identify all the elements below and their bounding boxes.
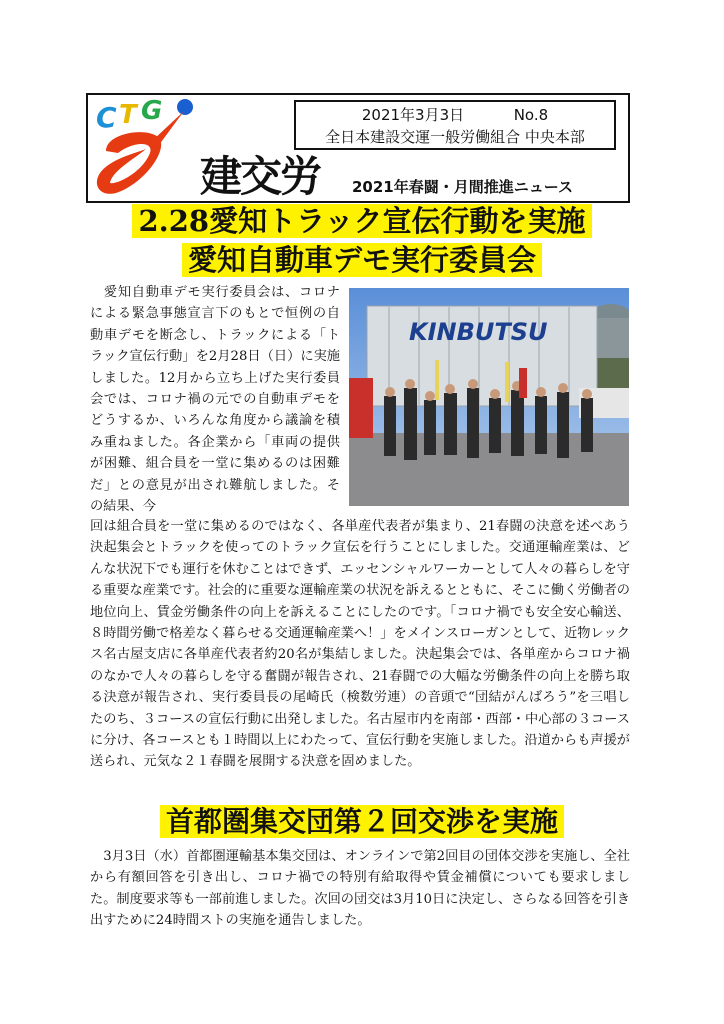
- svg-text:G: G: [141, 96, 163, 126]
- newsletter-name: 2021年春闘・月間推進ニュース: [352, 178, 573, 196]
- svg-text:C: C: [96, 101, 117, 134]
- headline-3: 首都圏集交団第２回交渉を実施: [0, 804, 724, 840]
- svg-text:T: T: [119, 100, 137, 130]
- ctg-logo: [86, 93, 198, 201]
- date-number-box: [294, 100, 616, 150]
- union-name: 建交労: [200, 152, 321, 201]
- truck-logo-text: KINBUTSU: [409, 318, 548, 346]
- article1-body: 回は組合員を一堂に集めるのではなく、各単産代表者が集まり、21春闘の決意を述べあう決起集会とトラックを使ってのトラック宣伝を行うことにしました。交通運輸産業は、どんな状況下でも運行を休むことはできず、エッセンシャルワーカーとして人々の暮らしを守る重要な産業です。社会的に重要な運輸産業の状況を訴えるとともに、そこに働く労働者の地位向上、賃金労働条件の向上を訴えることにしたのです。「コロナ禍でも安全安心輸送、８時間労働で格差なく暮らせる交通運輸産業へ！」をメインスローガンとして、近物レックス名古屋支店に各単産代表者約20名が集結しました。決起集会では、各単産からコロナ禍のなかで人々の暮らしを守る奮闘が報告され、21春闘での大幅な労働条件の向上を勝ち取る決意が報告され、実行委員長の尾崎氏（検数労連）の音頭で“団結がんばろう”を三唱したのち、３コースの宣伝行動に出発しました。名古屋市内を南部・西部・中心部の３コースに分け、各コースとも１時間以上にわたって、宣伝行動を実施しました。沿道からも声援が送られ、元気な２１春闘を展開する決意を固めました。: [90, 519, 630, 770]
- issue-date: 2021年3月3日: [361, 106, 465, 124]
- organization-name: 全日本建設交運一般労働組合 中央本部: [325, 128, 585, 146]
- headline-2: 愛知自動車デモ実行委員会: [0, 242, 724, 278]
- headline-1: 2.28愛知トラック宣伝行動を実施: [0, 203, 724, 239]
- article2-body: 3月3日（水）首都圏運輸基本集交団は、オンラインで第2回目の団体交渉を実施し、全社から有額回答を引き出し、コロナ禍での特別有給取得や賃金補償についても要求しました。制度要求等も一部前進しました。次回の団交は3月10日に決定し、さらなる回答を引き出すために24時間ストの実施を通告しました。: [90, 849, 630, 929]
- article1-lead: 愛知自動車デモ実行委員会は、コロナによる緊急事態宣言下のもとで恒例の自動車デモを断念し、トラックによる「トラック宣伝行動」を2月28日（日）に実施しました。12月から立ち上げた実行委員会では、コロナ禍の元での自動車デモをどうするか、いろんな角度から議論を積み重ねました。各企業から「車両の提供が困難、組合員を一堂に集めるのは困難だ」との意見が出され難航しました。その結果、今: [90, 285, 340, 515]
- issue-number: No.8: [513, 106, 549, 124]
- rally-photo: [349, 288, 629, 506]
